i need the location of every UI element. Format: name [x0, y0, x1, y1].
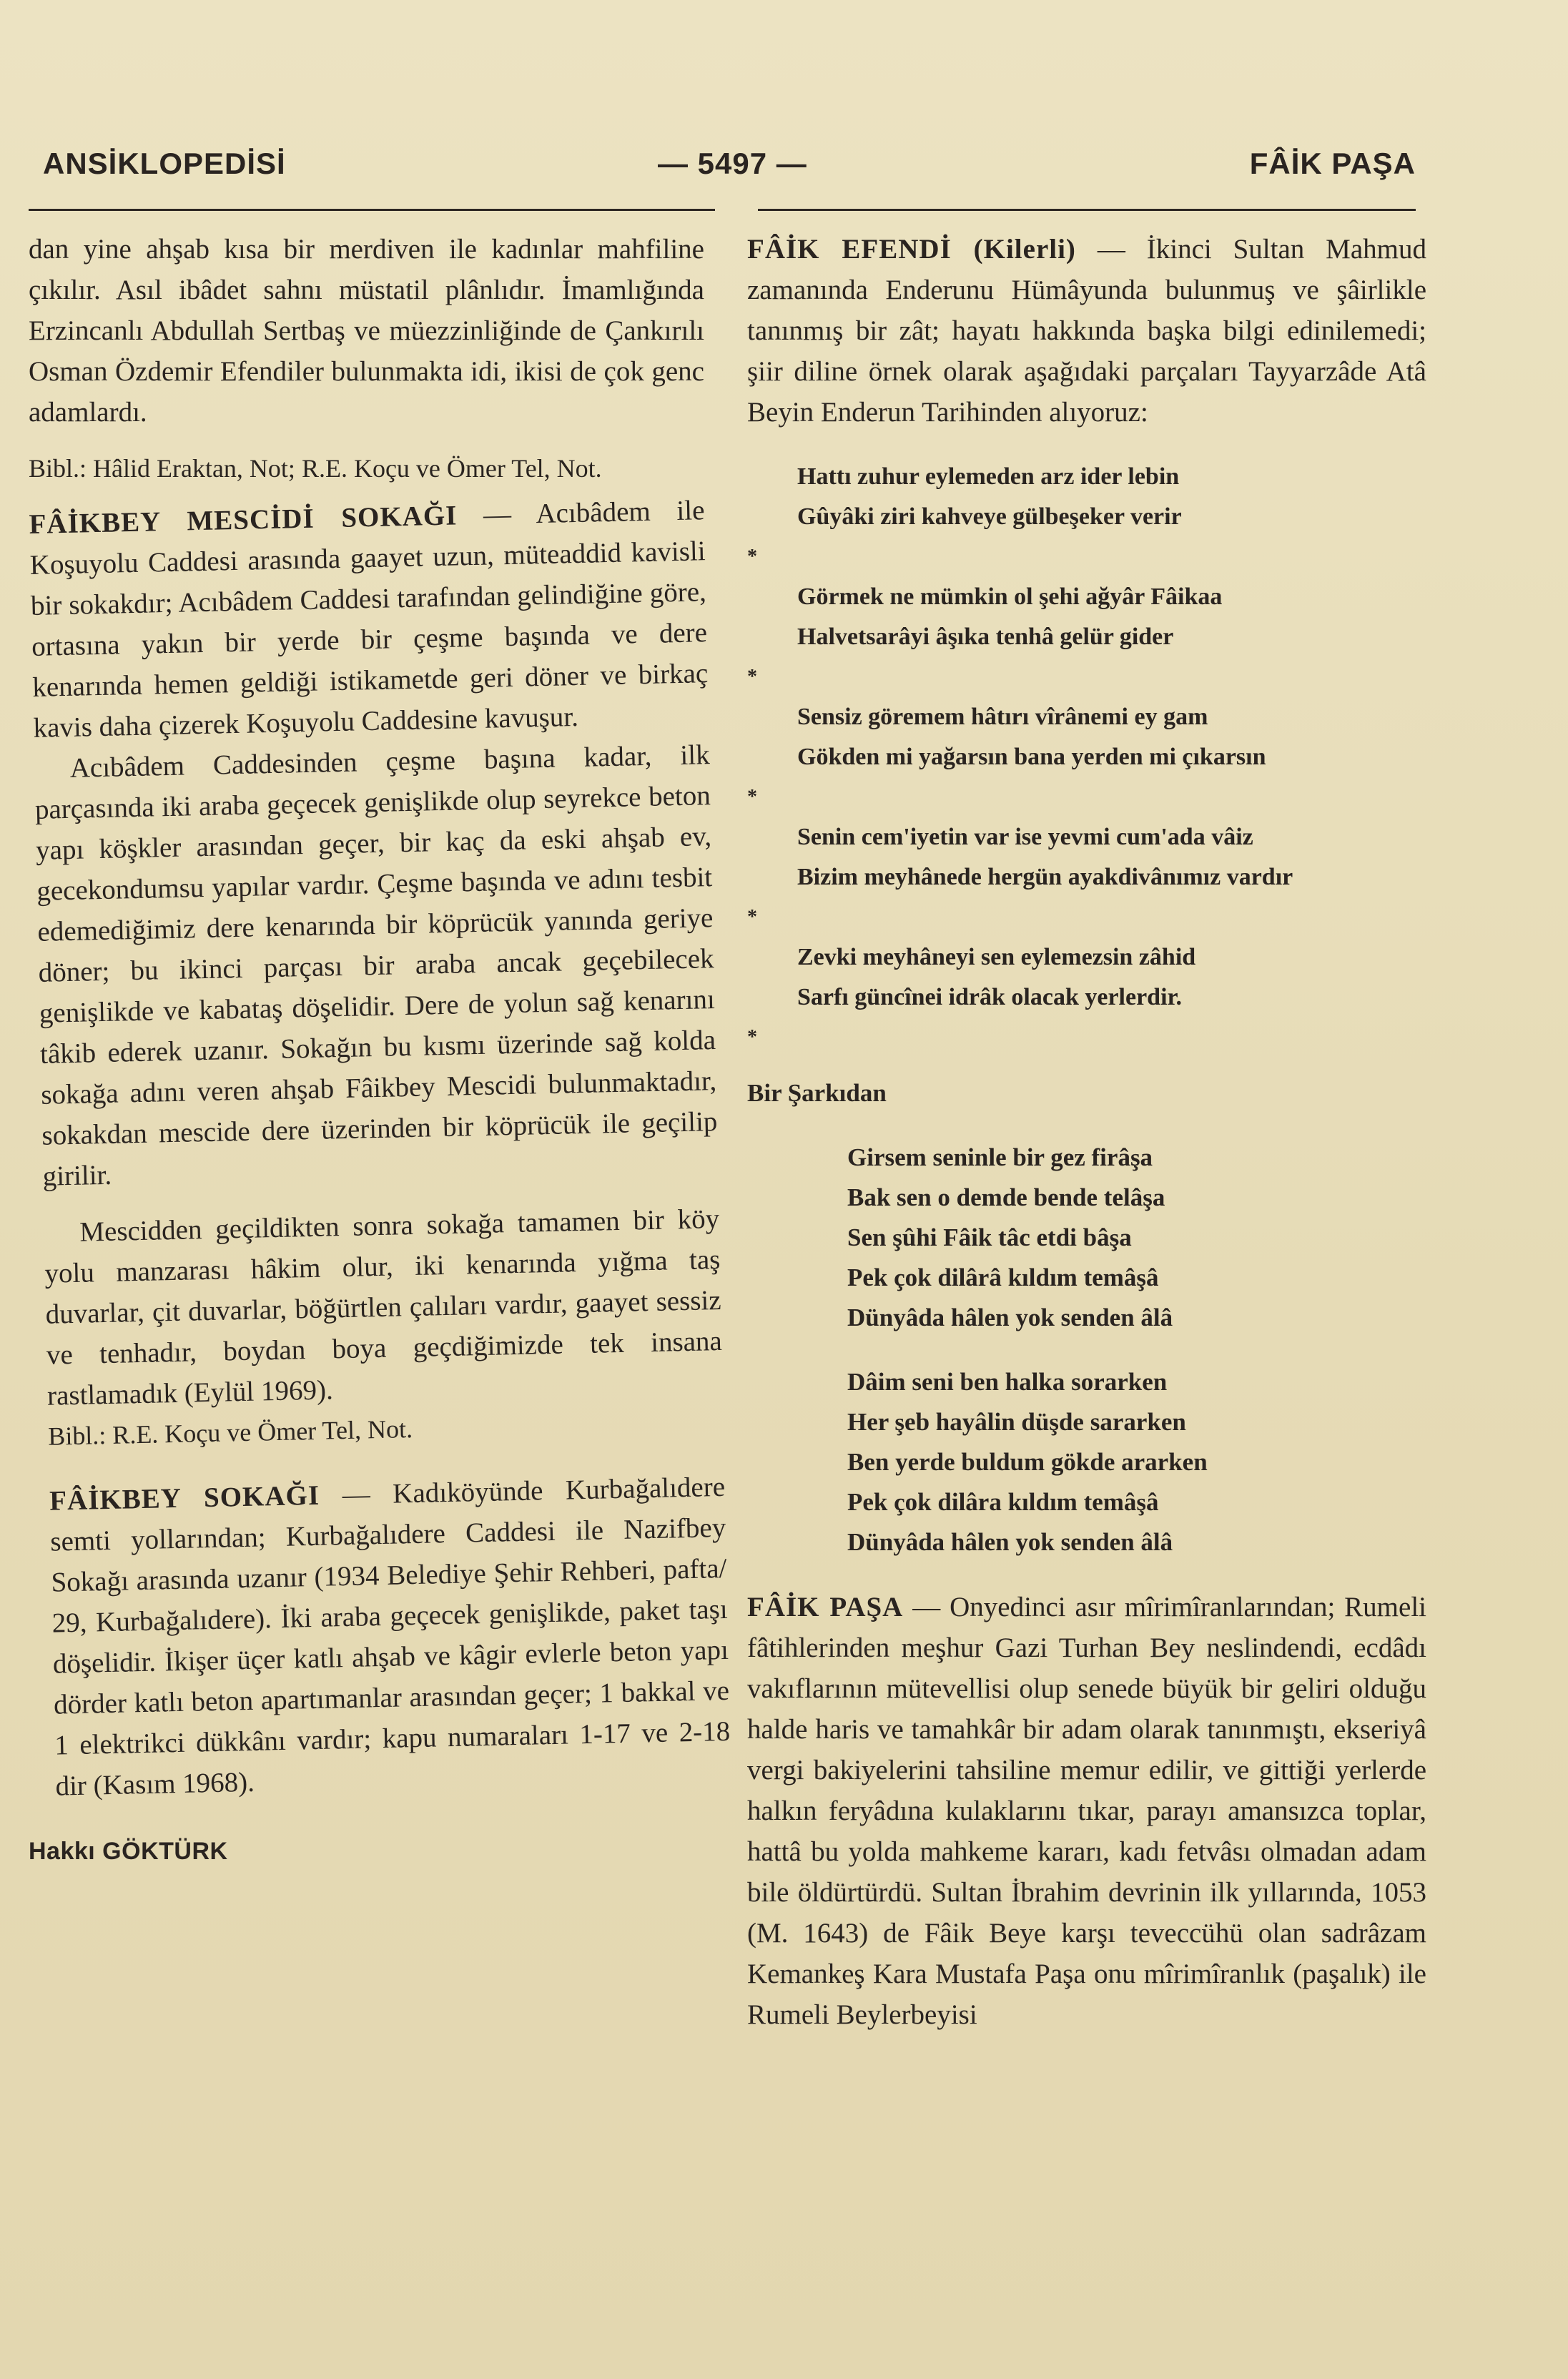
sarki-stanza-1	[747, 1138, 1426, 1338]
sarki-line: Bak sen o demde bende telâşa	[847, 1183, 1165, 1211]
mescidi-text-1: — Acıbâdem ile Koşuyolu Caddesi arasında gaayet uzun, müteaddid kavisli bir sokakdır; Acıbâdem Caddesi tarafından gelindiğine göre, ortasına yakın bir yerde bir çeşme başında ve dere kenarında hemen geldiği istikametde geri döner ve birkaç kavis daha çizerek Koşuyolu Caddesine kavuşur.	[29, 495, 709, 744]
sarki-line: Sen şûhi Fâik tâc etdi bâşa	[847, 1223, 1132, 1251]
poem-line: Bizim meyhânede hergün ayakdivânımız vardır	[797, 864, 1293, 890]
sarki-stanza-2	[747, 1362, 1426, 1562]
intro-paragraph: dan yine ahşab kısa bir merdiven ile kadınlar mahfiline çıkılır. Asıl ibâdet sahnı müstatil plânlıdır. İmamlığında Erzincanlı Abdullah Sertbaş ve müezzinliğinde de Çankırılı Osman Özdemir Efendiler bulunmakta idi, ikisi de çok genc adamlardı.	[29, 234, 704, 428]
poem-line: Gökden mi yağarsın bana yerden mi çıkarsın	[797, 744, 1266, 770]
poem-line: Zevki meyhâneyi sen eylemezsin zâhid	[797, 944, 1196, 970]
poem-line: Sensiz göremem hâtırı vîrânemi ey gam	[797, 704, 1208, 730]
sarki-heading: Bir Şarkıdan	[747, 1079, 887, 1107]
header-left: ANSİKLOPEDİSİ	[43, 147, 286, 180]
mescidi-entry-title: FÂİKBEY MESCİDİ SOKAĞI	[29, 500, 458, 540]
sarki-line: Dünyâda hâlen yok senden âlâ	[847, 1528, 1173, 1556]
page-number: — 5497 —	[658, 147, 807, 180]
author-signature: Hakkı GÖKTÜRK	[29, 1838, 228, 1865]
sarki-line: Her şeb hayâlin düşde sararken	[847, 1408, 1186, 1436]
poem-line: Hattı zuhur eylemeden arz ider lebin	[797, 463, 1180, 490]
header-rule-right	[758, 209, 1416, 211]
sarki-line: Girsem seninle bir gez firâşa	[847, 1143, 1153, 1171]
intro-bibliography: Bibl.: Hâlid Eraktan, Not; R.E. Koçu ve Ömer Tel, Not.	[29, 454, 602, 483]
sarki-line: Dâim seni ben halka sorarken	[847, 1368, 1168, 1396]
pasa-text: — Onyedinci asır mîrimîranlarından; Rumeli fâtihlerinden meşhur Gazi Turhan Bey neslindendi, ecdâdı vakıflarının mütevellisi olup senede büyük bir geliri olduğu halde haris ve tamahkâr bir adam olarak tanınmıştı, ekseriyâ vergi bakiyelerini tahsiline memur edilir, ve gittiği yerlerde halkın feryâdına kulaklarını tıkar, parayı amansızca toplar, hattâ bu yolda mahkeme kararı, kadı fetvâsı olmadan adam bile öldürtürdü. Sultan İbrahim devrinin ilk yıllarında, 1053 (M. 1643) de Fâik Beye karşı teveccühü olan sadrâzam Kemankeş Kara Mustafa Paşa onu mîrimîranlık (paşalık) ile Rumeli Beylerbeyisi	[747, 1592, 1427, 2030]
poem-line: Senin cem'iyetin var ise yevmi cum'ada vâiz	[797, 824, 1253, 850]
poem-line: Halvetsarâyi âşıka tenhâ gelür gider	[797, 624, 1174, 650]
sokagi-text-1: — Kadıköyünde Kurbağalıdere semti yollarından; Kurbağalıdere Caddesi ile Nazifbey Sokağı arasında uzanır (1934 Belediye Şehir Rehberi, pafta/ 29, Kurbağalıdere). İki araba geçecek genişlikde, paket taşı döşelidir. İkişer üçer katlı ahşab ve kâgir evlerle beton yapı dörder katlı beton apartımanlar arasından geçer; 1 bakkal ve 1 elektrikci dükkânı vardır; kapu numaraları 1-17 ve 2-18 dir (Kasım 1968).	[49, 1471, 731, 1802]
poem-separator: *	[747, 666, 757, 688]
poem-separator: *	[747, 546, 757, 568]
sarki-line: Pek çok dilâra kıldım temâşâ	[847, 1488, 1159, 1516]
sarki-line: Dünyâda hâlen yok senden âlâ	[847, 1304, 1173, 1331]
pasa-paragraph	[747, 1587, 1426, 2035]
mescidi-bibliography: Bibl.: R.E. Koçu ve Ömer Tel, Not.	[47, 1414, 413, 1451]
poem-line: Görmek ne mümkin ol şehi ağyâr Fâikaa	[797, 583, 1223, 610]
poem-separator: *	[747, 1026, 757, 1048]
header-right: FÂİK PAŞA	[1249, 147, 1416, 180]
mescidi-paragraph-3: Mescidden geçildikten sonra sokağa tamamen bir köy yolu manzarası hâkim olur, iki kenarında yığma taş duvarlar, çit duvarlar, böğürtlen çalıları vardır, gaayet sessiz ve tenhadır, boydan boya geçdiğimizde tek insana rastlamadık (Eylül 1969).	[44, 1203, 723, 1412]
sarki-line: Pek çok dilârâ kıldım temâşâ	[847, 1264, 1159, 1291]
efendi-text: — İkinci Sultan Mahmud zamanında Enderunu Hümâyunda bulunmuş ve şâirlikle tanınmış bir zât; hayatı hakkında başka bilgi edinilemedi; şiir diline örnek olarak aşağıdaki parçaları Tayyarzâde Atâ Beyin Enderun Tarihinden alıyoruz:	[747, 234, 1427, 428]
sokagi-paragraph-1	[49, 1467, 731, 1807]
pasa-entry-title: FÂİK PAŞA	[747, 1592, 904, 1622]
right-column	[747, 229, 1426, 2035]
efendi-paragraph	[747, 229, 1426, 433]
poem-line: Gûyâki ziri kahveye gülbeşeker verir	[797, 503, 1182, 530]
mescidi-entry	[29, 490, 731, 1806]
poem-separator: *	[747, 906, 757, 928]
poem-line: Sarfı güncînei idrâk olacak yerlerdir.	[797, 984, 1183, 1010]
efendi-entry-title: FÂİK EFENDİ (Kilerli)	[747, 234, 1076, 265]
sokagi-entry-title: FÂİKBEY SOKAĞI	[49, 1479, 320, 1517]
poem-block	[747, 457, 1426, 1058]
header-rule-left	[29, 209, 715, 211]
mescidi-paragraph-2: Acıbâdem Caddesinden çeşme başına kadar, ilk parçasında iki araba geçecek genişlikde olup seyrekce beton yapı köşkler arasından geçer, bir kaç da eski ahşab ev, gecekondumsu yapılar vardır. Çeşme başında ve adını tesbit edemediğimiz dere kenarında bir köprücük yanında geriye döner; bu ikinci parçası bir araba ancak geçebilecek genişlikde ve kabataş döşelidir. Dere de yolun sağ kenarını tâkib ederek uzanır. Sokağın bu kısmı üzerinde sağ kolda sokağa adını veren ahşab Fâikbey Mescidi bulunmaktadır, sokakdan mescide dere üzerinden bir köprücük ile geçilip girilir.	[34, 739, 718, 1192]
mescidi-paragraph-1	[29, 490, 709, 749]
poem-separator: *	[747, 786, 757, 808]
left-column	[29, 229, 731, 1872]
sarki-line: Ben yerde buldum gökde ararken	[847, 1448, 1208, 1476]
